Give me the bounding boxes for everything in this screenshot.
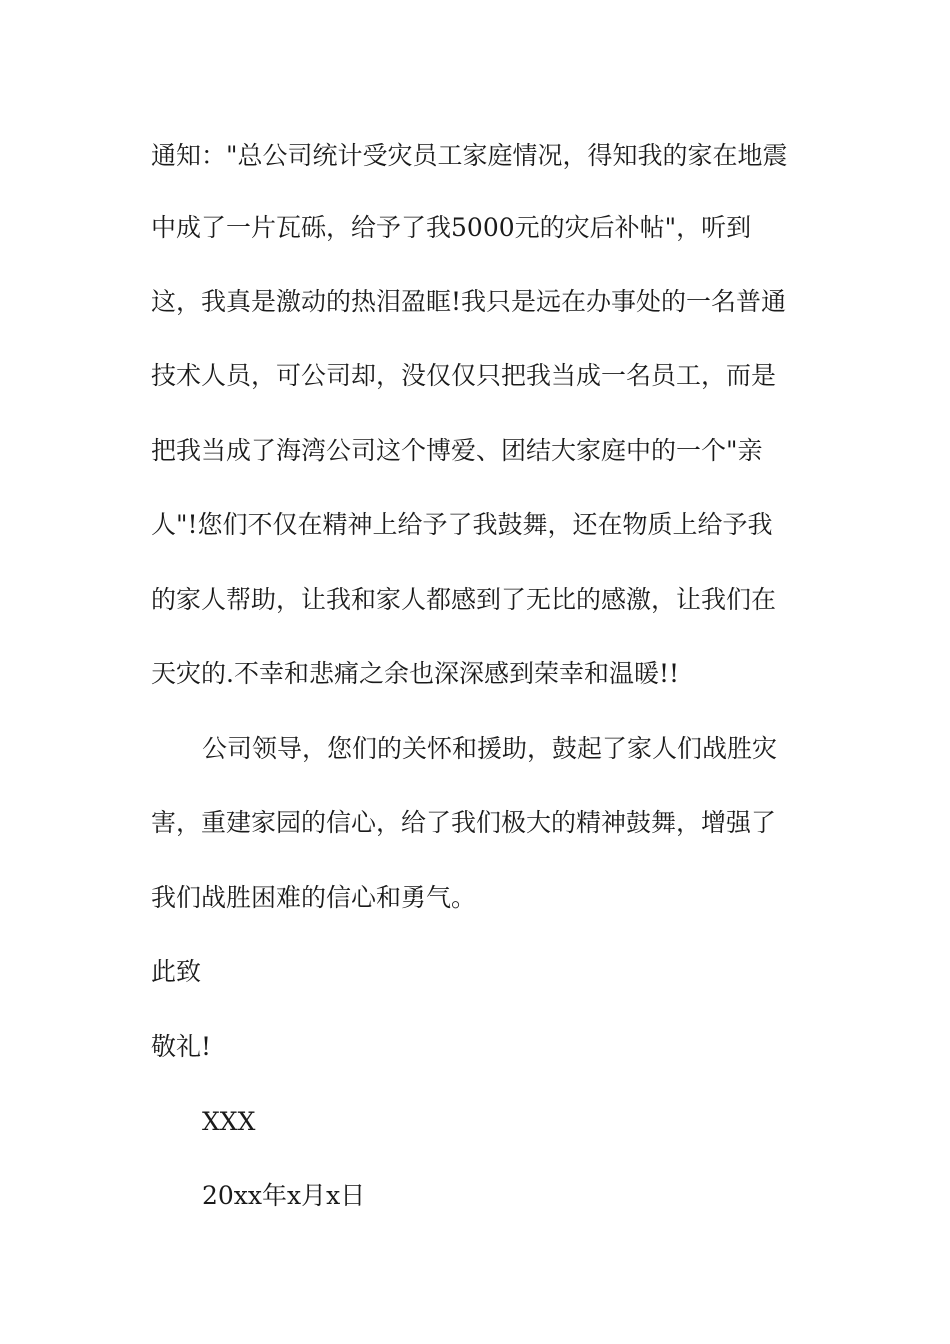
closing-regards: 敬礼! [151, 1032, 212, 1061]
paragraph1-line-5: 把我当成了海湾公司这个博爱、团结大家庭中的一个"亲 [151, 436, 763, 465]
paragraph2-line-2: 害，重建家园的信心，给了我们极大的精神鼓舞，增强了 [151, 808, 777, 837]
paragraph1-line-6: 人"!您们不仅在精神上给予了我鼓舞，还在物质上给予我 [151, 510, 773, 539]
paragraph2-line-1: 公司领导，您们的关怀和援助，鼓起了家人们战胜灾 [202, 734, 778, 763]
paragraph2-line-3: 我们战胜困难的信心和勇气。 [151, 883, 477, 912]
paragraph1-line-8: 天灾的.不幸和悲痛之余也深深感到荣幸和温暖!! [151, 659, 680, 688]
paragraph1-line-4: 技术人员，可公司却，没仅仅只把我当成一名员工，而是 [151, 361, 777, 390]
paragraph1-line-7: 的家人帮助，让我和家人都感到了无比的感激，让我们在 [151, 585, 777, 614]
closing-salutation: 此致 [151, 957, 202, 986]
paragraph1-line-1: 通知："总公司统计受灾员工家庭情况，得知我的家在地震 [151, 141, 788, 170]
paragraph1-line-3: 这，我真是激动的热泪盈眶!我只是远在办事处的一名普通 [151, 287, 787, 316]
signature-name: XXX [202, 1107, 256, 1136]
signature-date: 20xx年x月x日 [202, 1181, 366, 1210]
paragraph1-line-2: 中成了一片瓦砾，给予了我5000元的灾后补帖"，听到 [151, 213, 752, 242]
